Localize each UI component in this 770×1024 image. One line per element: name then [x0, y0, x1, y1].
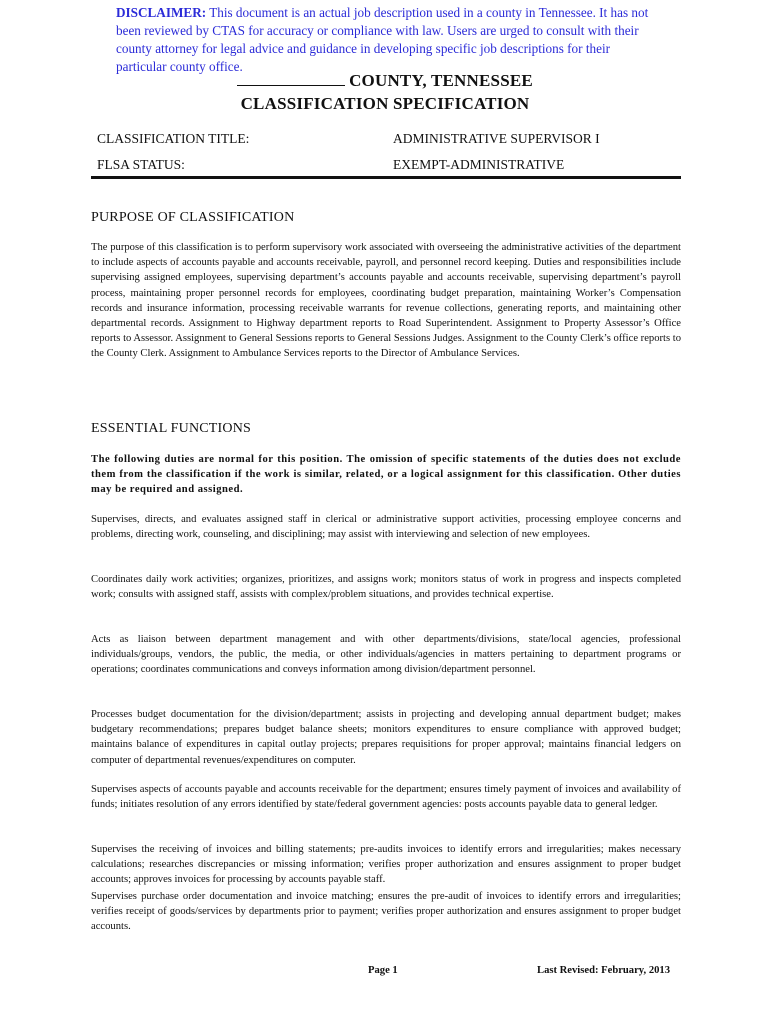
- flsa-status-value: EXEMPT-ADMINISTRATIVE: [393, 157, 565, 172]
- flsa-status-label: FLSA STATUS:: [97, 157, 185, 172]
- last-revised: Last Revised: February, 2013: [537, 965, 671, 976]
- county-heading: [0, 71, 770, 91]
- county-name-blank: [237, 71, 345, 86]
- function-paragraph: Coordinates daily work activities; organizes, prioritizes, and assigns work; monitors status of work in progress and inspects completed work; consults with assigned staff, assists with complex/problem situations, and provides technical expertise.: [91, 574, 681, 601]
- disclaimer: [116, 4, 661, 76]
- header-divider: [91, 176, 681, 179]
- essential-functions-heading: ESSENTIAL FUNCTIONS: [91, 421, 252, 436]
- page-number: Page 1: [368, 965, 398, 976]
- specification-heading: CLASSIFICATION SPECIFICATION: [240, 94, 530, 113]
- purpose-heading: PURPOSE OF CLASSIFICATION: [91, 210, 295, 225]
- classification-title-value: ADMINISTRATIVE SUPERVISOR I: [393, 131, 600, 146]
- function-paragraph: Acts as liaison between department management and with other departments/divisions, state/local agencies, professional individuals/groups, vendors, the public, the media, or other individuals/agencies in matters pertaining to department programs or operations; coordinates communications and conveys information among division/department personnel.: [91, 634, 681, 676]
- function-paragraph: Processes budget documentation for the division/department; assists in projecting and developing annual department budget; makes budgetary recommendations; prepares budget balance sheets; monitors expenditures to ensure compliance with approved budget; maintains balance of expenditures in capital outlay projects; prepares requisitions for proper approval; maintains financial ledgers on computer of departmental revenues/expenditures on computer.: [91, 709, 681, 766]
- county-heading-text: COUNTY, TENNESSEE: [349, 71, 533, 90]
- function-paragraph: Supervises aspects of accounts payable and accounts receivable for the department; ensures timely payment of invoices and availability of funds; initiates resolution of any errors identified by state/federal government agencies: posts accounts payable data to general ledger.: [91, 784, 681, 811]
- purpose-paragraph: The purpose of this classification is to perform supervisory work associated with overseeing the administrative activities of the department to include aspects of accounts payable and accounts receivable, payroll, and personnel record keeping. Duties and responsibilities include supervising assigned employees, supervising department’s accounts payable and accounts receivable, supervising department’s payroll process, maintaining proper personnel records for employees, coordinating budget preparation, maintaining Worker’s Compensation records and insurance information, processing receivable warrants for revenue collections, generating reports, and maintaining other departmental records. Assignment to Highway department reports to Road Superintendent. Assignment to Property Assessor’s Office reports to Assessor. Assignment to General Sessions reports to General Sessions Judges. Assignment to the County Clerk’s office reports to the County Clerk. Assignment to Ambulance Services reports to the Director of Ambulance Services.: [91, 242, 681, 360]
- function-paragraph: Supervises, directs, and evaluates assigned staff in clerical or administrative support activities, processing employee concerns and problems, directing work, counseling, and disciplining; may assist with interviewing and selection of new employees.: [91, 514, 681, 541]
- classification-title-label: CLASSIFICATION TITLE:: [97, 131, 250, 146]
- function-paragraph: Supervises purchase order documentation and invoice matching; ensures the pre-audit of invoices to identify errors and irregularities; verifies receipt of goods/services by departments prior to payment; verifies proper authorization and ensures assignment to proper budget accounts.: [91, 891, 681, 933]
- essential-intro: The following duties are normal for this position. The omission of specific statements of the duties does not exclude them from the classification if the work is similar, related, or a logical assignment for this classification. Other duties may be required and assigned.: [91, 454, 681, 496]
- disclaimer-text: This document is an actual job description used in a county in Tennessee. It has not been reviewed by CTAS for accuracy or compliance with law. Users are urged to consult with their county attorney for legal advice and guidance in developing specific job descriptions for their particular county office.: [116, 5, 649, 74]
- disclaimer-lead: DISCLAIMER:: [116, 5, 207, 20]
- function-paragraph: Supervises the receiving of invoices and billing statements; pre-audits invoices to identify errors and irregularities; makes necessary calculations; researches discrepancies or missing information; verifies proper authorization and ensures assignment to proper budget accounts; approves invoices for processing by accounts payable staff.: [91, 844, 681, 886]
